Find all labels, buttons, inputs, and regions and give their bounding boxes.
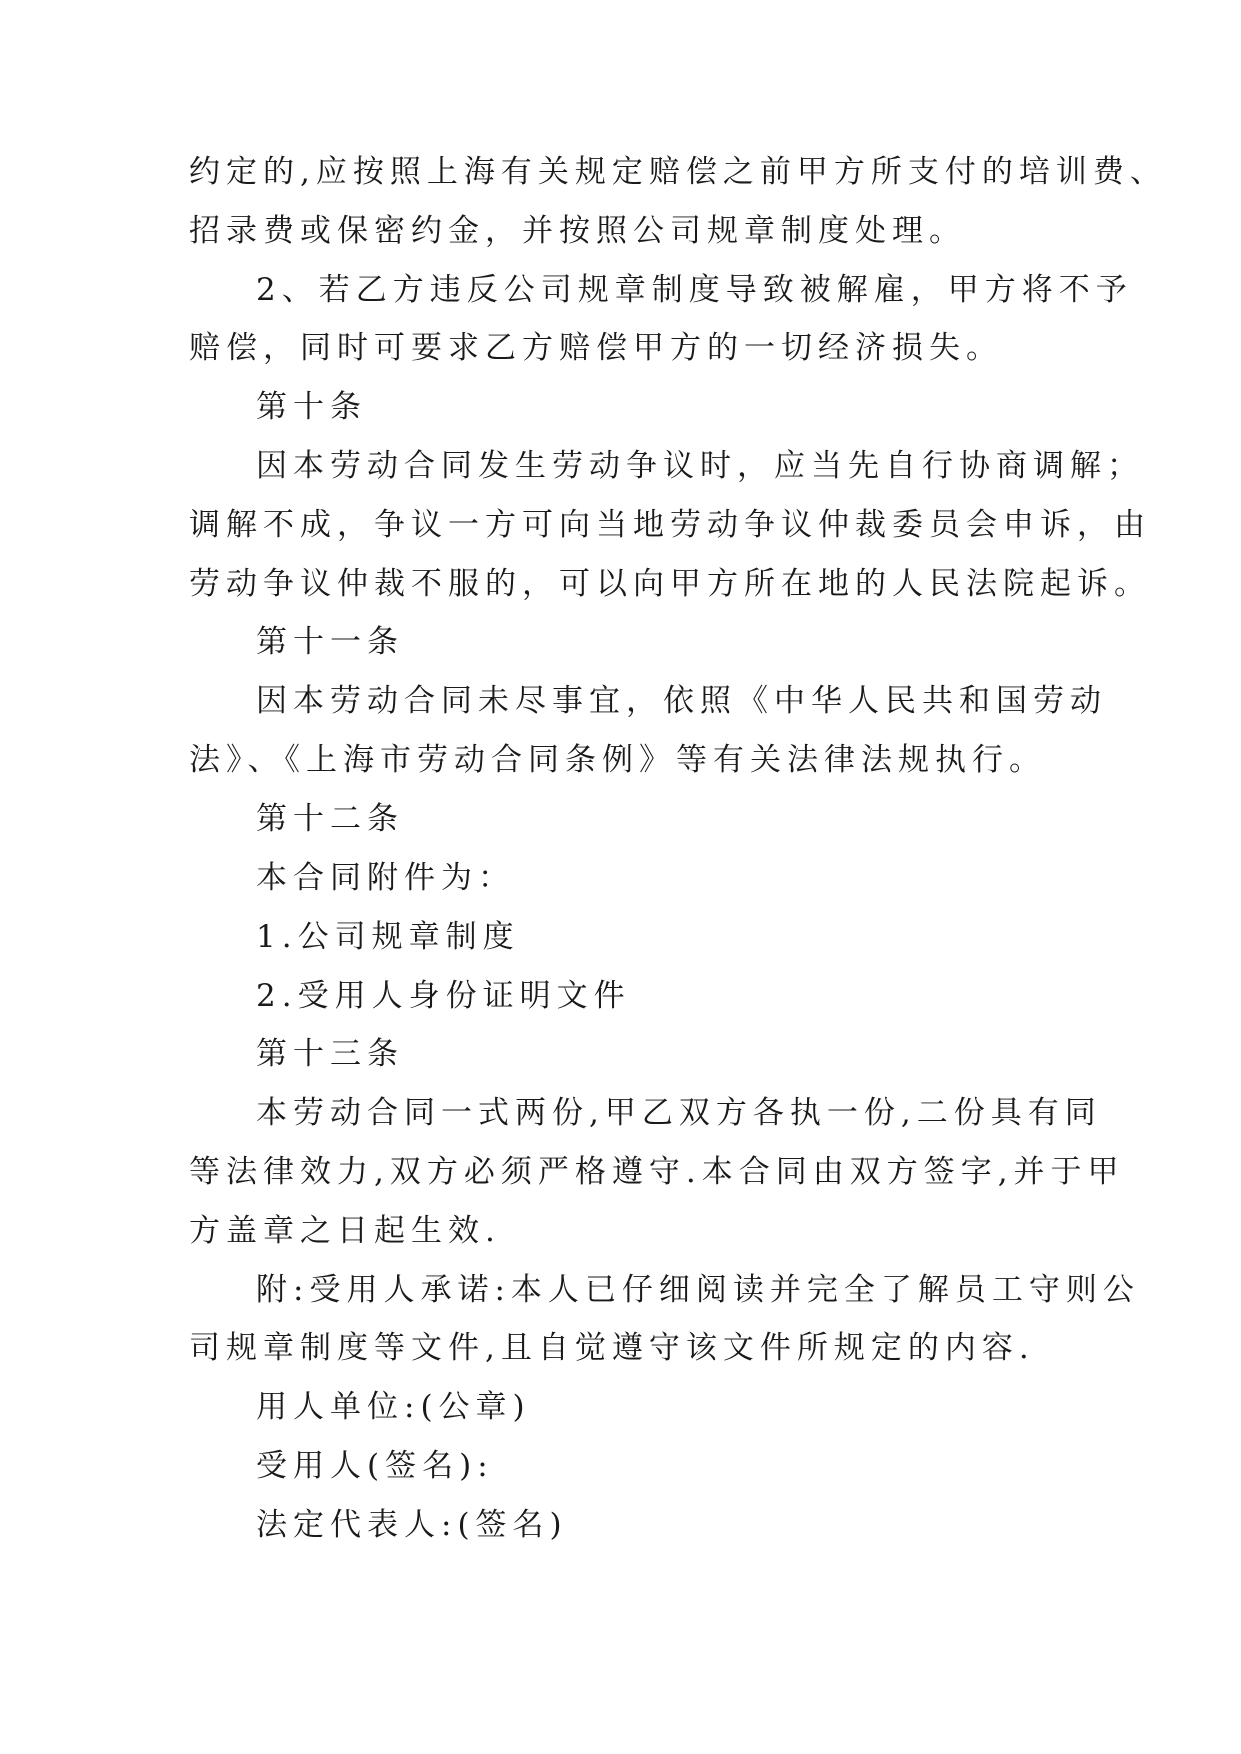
list-item: 1.公司规章制度 [256, 919, 520, 955]
signature-line: 法定代表人:(签名) [256, 1507, 568, 1543]
text-line: 附:受用人承诺:本人已仔细阅读并完全了解员工守则公 [256, 1272, 1140, 1308]
text-line: 劳动争议仲裁不服的，可以向甲方所在地的人民法院起诉。 [189, 566, 1151, 602]
text-line: 等法律效力,双方必须严格遵守.本合同由双方签字,并于甲 [189, 1154, 1125, 1190]
article-heading: 第十二条 [256, 801, 404, 837]
text-line: 2、若乙方违反公司规章制度导致被解雇，甲方将不予 [256, 272, 1133, 308]
text-line: 方盖章之日起生效. [189, 1213, 501, 1249]
list-item: 2.受用人身份证明文件 [256, 978, 631, 1014]
text-line: 招录费或保密约金，并按照公司规章制度处理。 [189, 213, 966, 249]
text-line: 赔偿，同时可要求乙方赔偿甲方的一切经济损失。 [189, 330, 1003, 366]
text-line: 调解不成，争议一方可向当地劳动争议仲裁委员会申诉，由 [189, 507, 1151, 543]
article-heading: 第十一条 [256, 624, 404, 660]
text-line: 因本劳动合同未尽事宜，依照《中华人民共和国劳动 [256, 683, 1107, 719]
text-line: 本劳动合同一式两份,甲乙双方各执一份,二份具有同 [256, 1095, 1102, 1131]
text-line: 本合同附件为： [256, 860, 515, 896]
article-heading: 第十三条 [256, 1036, 404, 1072]
text-line: 司规章制度等文件,且自觉遵守该文件所规定的内容. [189, 1330, 1035, 1366]
article-heading: 第十条 [256, 389, 367, 425]
signature-line: 用人单位:(公章) [256, 1389, 531, 1425]
text-line: 因本劳动合同发生劳动争议时，应当先自行协商调解； [256, 448, 1144, 484]
text-line: 法》、《上海市劳动合同条例》等有关法律法规执行。 [189, 742, 1046, 778]
signature-line: 受用人(签名): [256, 1448, 494, 1484]
text-line: 约定的,应按照上海有关规定赔偿之前甲方所支付的培训费、 [189, 154, 1167, 190]
